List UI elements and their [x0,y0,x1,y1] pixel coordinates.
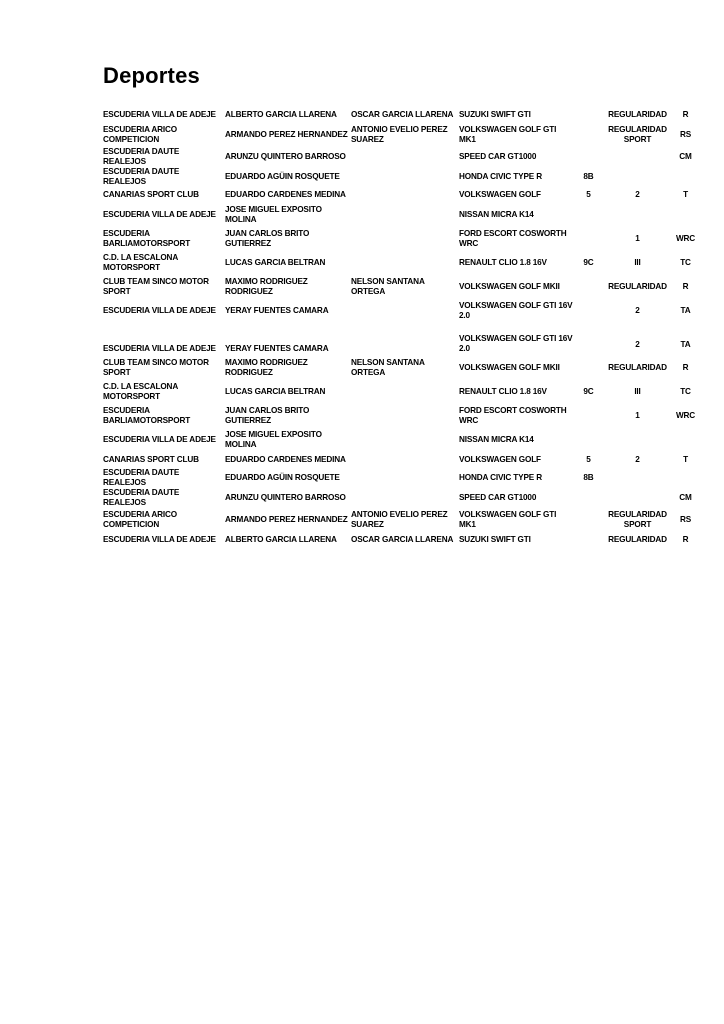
table-row [102,468,698,488]
group-cell [576,275,602,299]
class-cell: 2 [635,340,640,349]
car-cell: HONDA CIVIC TYPE R [459,473,542,482]
driver-cell: JUAN CARLOS BRITO GUTIERREZ [225,406,310,425]
entries-table-body [102,107,698,548]
car-cell: VOLKSWAGEN GOLF MKII [459,363,560,372]
team-cell: ESCUDERIA BARLIAMOTORSPORT [103,229,191,248]
class-cell [602,147,674,167]
codriver-cell: ANTONIO EVELIO PEREZ SUAREZ [351,510,448,529]
codriver-cell [350,468,458,488]
group-cell [576,299,602,323]
group-cell [576,404,602,428]
group-cell [576,323,602,356]
group-cell [576,107,602,123]
table-row [102,508,698,532]
class-cell: REGULARIDAD [608,110,667,119]
codriver-cell [350,488,458,508]
car-cell: SPEED CAR GT1000 [459,493,537,502]
category-cell: T [683,190,688,199]
driver-cell: ARUNZU QUINTERO BARROSO [225,493,346,502]
team-cell: C.D. LA ESCALONA MOTORSPORT [103,382,178,401]
class-cell: 2 [635,190,640,199]
group-cell [576,203,602,227]
class-cell: 2 [635,455,640,464]
category-cell: WRC [675,234,696,243]
car-cell: SPEED CAR GT1000 [459,152,537,161]
class-cell [602,203,674,227]
team-cell: ESCUDERIA DAUTE REALEJOS [103,147,180,166]
table-row [102,356,698,380]
group-cell: 9C [583,387,594,396]
class-cell [602,428,674,452]
car-cell: VOLKSWAGEN GOLF [459,190,541,199]
codriver-cell [350,251,458,275]
codriver-cell [350,323,458,356]
table-row [102,251,698,275]
table-row [102,532,698,548]
driver-cell: YERAY FUENTES CAMARA [225,344,329,353]
codriver-cell [350,147,458,167]
page-title: Deportes [103,63,200,88]
driver-cell: ALBERTO GARCIA LLARENA [225,535,337,544]
category-cell: RS [679,515,692,524]
driver-cell: JOSE MIGUEL EXPOSITO MOLINA [225,205,322,224]
car-cell: FORD ESCORT COSWORTH WRC [459,406,567,425]
car-cell: RENAULT CLIO 1.8 16V [459,387,547,396]
team-cell: CLUB TEAM SINCO MOTOR SPORT [103,277,209,296]
category-cell: WRC [675,411,696,420]
car-cell: VOLKSWAGEN GOLF GTI 16V 2.0 [459,301,573,320]
group-cell: 8B [583,172,594,181]
codriver-cell: NELSON SANTANA ORTEGA [351,358,425,377]
category-cell [674,167,698,187]
driver-cell: EDUARDO AGÜIN ROSQUETE [225,172,340,181]
car-cell: RENAULT CLIO 1.8 16V [459,258,547,267]
class-cell: REGULARIDAD [608,282,667,291]
driver-cell: JUAN CARLOS BRITO GUTIERREZ [225,229,310,248]
team-cell: ESCUDERIA VILLA DE ADEJE [103,535,216,544]
class-cell: 1 [635,411,640,420]
category-cell: CM [679,152,692,161]
table-row [102,452,698,468]
codriver-cell [350,187,458,203]
table-row [102,380,698,404]
table-row [102,187,698,203]
codriver-cell [350,404,458,428]
table-row [102,404,698,428]
codriver-cell [350,452,458,468]
category-cell: T [683,455,688,464]
team-cell: ESCUDERIA BARLIAMOTORSPORT [103,406,191,425]
driver-cell: MAXIMO RODRIGUEZ RODRIGUEZ [225,358,308,377]
driver-cell: JOSE MIGUEL EXPOSITO MOLINA [225,430,322,449]
codriver-cell [350,227,458,251]
category-cell: TA [680,306,691,315]
codriver-cell [350,380,458,404]
codriver-cell [350,167,458,187]
category-cell: R [682,110,689,119]
table-row [102,488,698,508]
table-row [102,227,698,251]
class-cell: III [634,387,641,396]
group-cell: 5 [586,455,591,464]
class-cell: REGULARIDAD SPORT [608,125,667,144]
team-cell: ESCUDERIA VILLA DE ADEJE [103,435,216,444]
category-cell: R [682,535,689,544]
team-cell: CANARIAS SPORT CLUB [103,455,199,464]
driver-cell: ARUNZU QUINTERO BARROSO [225,152,346,161]
car-cell: NISSAN MICRA K14 [459,435,534,444]
class-cell: REGULARIDAD [608,363,667,372]
table-row [102,147,698,167]
group-cell [576,532,602,548]
codriver-cell [350,428,458,452]
group-cell [576,147,602,167]
codriver-cell [350,203,458,227]
team-cell: CLUB TEAM SINCO MOTOR SPORT [103,358,209,377]
team-cell: ESCUDERIA VILLA DE ADEJE [103,306,216,315]
driver-cell: EDUARDO CARDENES MEDINA [225,190,346,199]
category-cell: R [682,282,689,291]
driver-cell: LUCAS GARCIA BELTRAN [225,387,326,396]
codriver-cell: OSCAR GARCIA LLARENA [351,110,454,119]
class-cell: 2 [635,306,640,315]
team-cell: ESCUDERIA VILLA DE ADEJE [103,110,216,119]
table-row [102,323,698,356]
car-cell: NISSAN MICRA K14 [459,210,534,219]
car-cell: VOLKSWAGEN GOLF [459,455,541,464]
driver-cell: ALBERTO GARCIA LLARENA [225,110,337,119]
group-cell [576,356,602,380]
category-cell: TA [680,340,691,349]
team-cell: ESCUDERIA VILLA DE ADEJE [103,210,216,219]
table-row [102,167,698,187]
group-cell [576,428,602,452]
team-cell: ESCUDERIA DAUTE REALEJOS [103,468,180,487]
team-cell: ESCUDERIA ARICO COMPETICION [103,510,178,529]
group-cell [576,227,602,251]
class-cell: III [634,258,641,267]
category-cell: TC [680,258,691,267]
driver-cell: ARMANDO PEREZ HERNANDEZ [225,515,348,524]
driver-cell: LUCAS GARCIA BELTRAN [225,258,326,267]
team-cell: ESCUDERIA DAUTE REALEJOS [103,167,180,186]
category-cell [674,203,698,227]
team-cell: CANARIAS SPORT CLUB [103,190,199,199]
group-cell: 5 [586,190,591,199]
group-cell: 8B [583,473,594,482]
class-cell: REGULARIDAD [608,535,667,544]
car-cell: SUZUKI SWIFT GTI [459,535,531,544]
table-row [102,428,698,452]
category-cell: CM [679,493,692,502]
driver-cell: EDUARDO AGÜIN ROSQUETE [225,473,340,482]
codriver-cell [350,299,458,323]
driver-cell: YERAY FUENTES CAMARA [225,306,329,315]
category-cell [674,468,698,488]
driver-cell: MAXIMO RODRIGUEZ RODRIGUEZ [225,277,308,296]
car-cell: VOLKSWAGEN GOLF MKII [459,282,560,291]
category-cell: RS [679,130,692,139]
codriver-cell: OSCAR GARCIA LLARENA [351,535,454,544]
class-cell: REGULARIDAD SPORT [608,510,667,529]
class-cell: 1 [635,234,640,243]
team-cell: ESCUDERIA VILLA DE ADEJE [103,344,216,353]
group-cell [576,123,602,147]
category-cell: TC [680,387,691,396]
category-cell: R [682,363,689,372]
entries-table [102,107,698,548]
car-cell: VOLKSWAGEN GOLF GTI 16V 2.0 [459,334,573,353]
car-cell: HONDA CIVIC TYPE R [459,172,542,181]
class-cell [602,468,674,488]
class-cell [602,488,674,508]
team-cell: ESCUDERIA DAUTE REALEJOS [103,488,180,507]
group-cell [576,488,602,508]
driver-cell: EDUARDO CARDENES MEDINA [225,455,346,464]
car-cell: VOLKSWAGEN GOLF GTI MK1 [459,125,557,144]
class-cell [602,167,674,187]
table-row [102,275,698,299]
group-cell: 9C [583,258,594,267]
car-cell: SUZUKI SWIFT GTI [459,110,531,119]
group-cell [576,508,602,532]
team-cell: C.D. LA ESCALONA MOTORSPORT [103,253,178,272]
team-cell: ESCUDERIA ARICO COMPETICION [103,125,178,144]
table-row [102,203,698,227]
codriver-cell: NELSON SANTANA ORTEGA [351,277,425,296]
category-cell [674,428,698,452]
driver-cell: ARMANDO PEREZ HERNANDEZ [225,130,348,139]
table-row [102,123,698,147]
table-row [102,107,698,123]
codriver-cell: ANTONIO EVELIO PEREZ SUAREZ [351,125,448,144]
table-row [102,299,698,323]
car-cell: FORD ESCORT COSWORTH WRC [459,229,567,248]
car-cell: VOLKSWAGEN GOLF GTI MK1 [459,510,557,529]
